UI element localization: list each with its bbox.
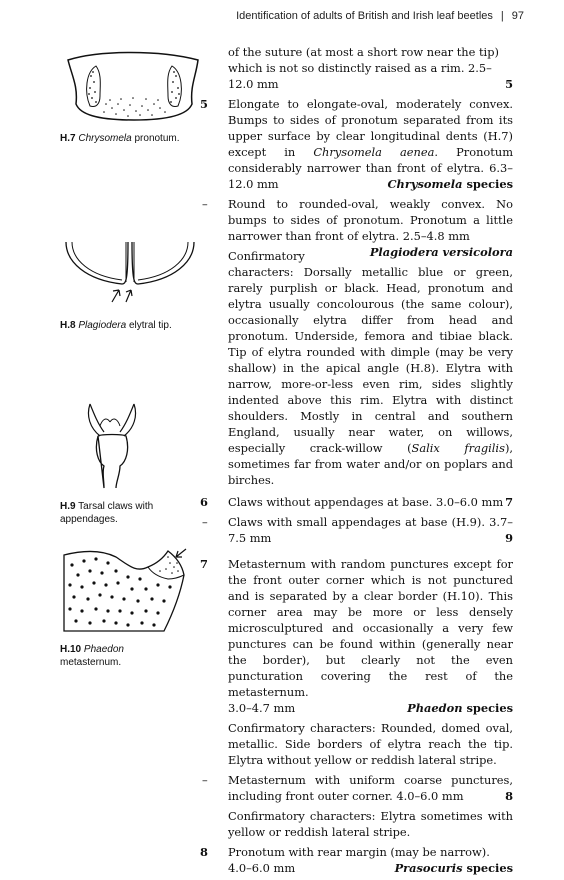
couplet-8a	[200, 844, 513, 876]
figure-h8-taxon: Plagiodera	[78, 320, 127, 331]
figure-h7-code: H.7	[60, 133, 76, 144]
couplet-4-continuation	[200, 44, 513, 92]
couplet-5a	[200, 96, 513, 192]
couplet-result: Prasocuris species	[394, 861, 513, 875]
couplet-size: 4.0–6.0 mm	[228, 861, 296, 875]
couplet-number: 6	[200, 495, 208, 509]
figure-h10	[60, 545, 190, 669]
couplet-goto: 9	[505, 531, 513, 545]
figure-h10-code: H.10	[60, 644, 82, 655]
identification-key	[200, 44, 513, 880]
couplet-goto: 8	[505, 789, 513, 803]
tarsal-claws-drawing	[60, 400, 160, 490]
couplet-result: Chrysomela species	[387, 177, 513, 191]
confirmatory-characters-phaedon: Confirmatory characters: Rounded, domed oval, metallic. Side borders of elytra reach the tip. Elytra without yellow or reddish lateral stripe.	[228, 721, 513, 767]
couplet-result: Plagiodera versicolora	[369, 245, 513, 259]
couplet-dash: –	[202, 197, 208, 211]
confirmatory-characters-plagiodera: Confirmatory characters: Dorsally metallic blue or green, rarely purplish or black. Head, pronotum and elytra usually concolourous (the same colour), occasionally elytra differ from head and pronotum. Underside, femora and tibiae black. Tip of elytra rounded with dimple (may be very shallow) in the apical angle (H.8). Elytra with narrow, more-or-less even rim, sides slightly indented above this rim. Elytra with distinct shoulders. Mostly in central and southern England, usually near water, on willows, especially crack-willow (Salix fragilis), sometimes far from water and/or on poplars and birches.	[228, 249, 514, 487]
running-header	[228, 10, 524, 22]
couplet-text: Claws without appendages at base. 3.0–6.0 mm	[228, 495, 504, 509]
couplet-goto: 5	[505, 77, 513, 91]
figure-h8-code: H.8	[60, 320, 76, 331]
couplet-dash: –	[202, 773, 208, 787]
figure-h8-caption	[60, 319, 210, 332]
figure-h10-caption	[60, 643, 170, 669]
couplet-text: Claws with small appendages at base (H.9). 3.7–7.5 mm 9	[228, 515, 513, 545]
confirmatory-characters-7b: Confirmatory characters: Elytra sometimes with yellow or reddish lateral stripe.	[228, 809, 513, 839]
couplet-number: 7	[200, 557, 208, 571]
taxon-name: Salix fragilis	[411, 441, 505, 455]
couplet-text: Pronotum with rear margin (may be narrow).	[228, 845, 490, 859]
couplet-size: 3.0–4.7 mm	[228, 701, 296, 715]
figure-h9	[60, 400, 170, 526]
couplet-text: Round to rounded-oval, weakly convex. No bumps to sides of pronotum. Pronotum a little narrower than front of elytra. 2.5–4.8 mm Plagiodera versicolora	[228, 197, 513, 259]
figure-h7	[60, 42, 210, 145]
figure-h8	[60, 240, 210, 332]
figure-h10-taxon: Phaedon	[83, 644, 124, 655]
couplet-dash: –	[202, 515, 208, 529]
figure-h7-taxon: Chrysomela	[78, 133, 132, 144]
couplet-6b	[200, 514, 513, 546]
couplet-7a	[200, 556, 513, 716]
page-number: 97	[511, 10, 524, 22]
taxon-name: Chrysomela aenea	[313, 145, 435, 159]
figure-h9-caption	[60, 500, 170, 526]
figure-h9-code: H.9	[60, 501, 76, 512]
header-separator: |	[500, 10, 504, 22]
plagiodera-elytral-tip-drawing	[60, 240, 200, 305]
couplet-text: of the suture (at most a short row near the tip) which is not so distinctly raised as a rim. 2.5–12.0 mm	[228, 45, 499, 91]
couplet-7b	[200, 772, 513, 804]
couplet-text: Elongate to elongate-oval, moderately convex. Bumps to sides of pronotum separated from its upper surface by clear longitudinal dents (H.7) except in Chrysomela aenea. Pronotum considerably narrower than front of elytra. 6.3–12.0 mm Chrysomela species	[228, 97, 514, 191]
figure-h8-text: elytral tip.	[128, 320, 172, 331]
figure-h7-caption	[60, 132, 190, 145]
header-title: Identification of adults of British and Irish leaf beetles	[236, 10, 493, 22]
couplet-text: Metasternum with random punctures except for the front outer corner which is not punctured and is separated by a clear border (H.10). This corner area may be more or less densely microsculptured and occasionally a very few punctures can be found within (generally near the border), but clearly not the even puncturation covering the rest of the metasternum.	[228, 557, 513, 699]
couplet-text: Metasternum with uniform coarse punctures, including front outer corner. 4.0–6.0 mm 8	[228, 773, 513, 803]
couplet-5b	[200, 196, 513, 259]
couplet-6a	[200, 494, 513, 510]
chrysomela-pronotum-drawing	[60, 42, 210, 122]
couplet-number: 5	[200, 97, 208, 111]
figure-h7-text: pronotum.	[134, 133, 180, 144]
phaedon-metasternum-drawing	[60, 545, 190, 635]
figure-h10-text: metasternum.	[60, 657, 122, 668]
couplet-result: Phaedon species	[407, 701, 513, 715]
figure-h9-text: Tarsal claws with appendages.	[60, 501, 154, 525]
couplet-goto: 7	[505, 495, 513, 509]
couplet-number: 8	[200, 845, 208, 859]
